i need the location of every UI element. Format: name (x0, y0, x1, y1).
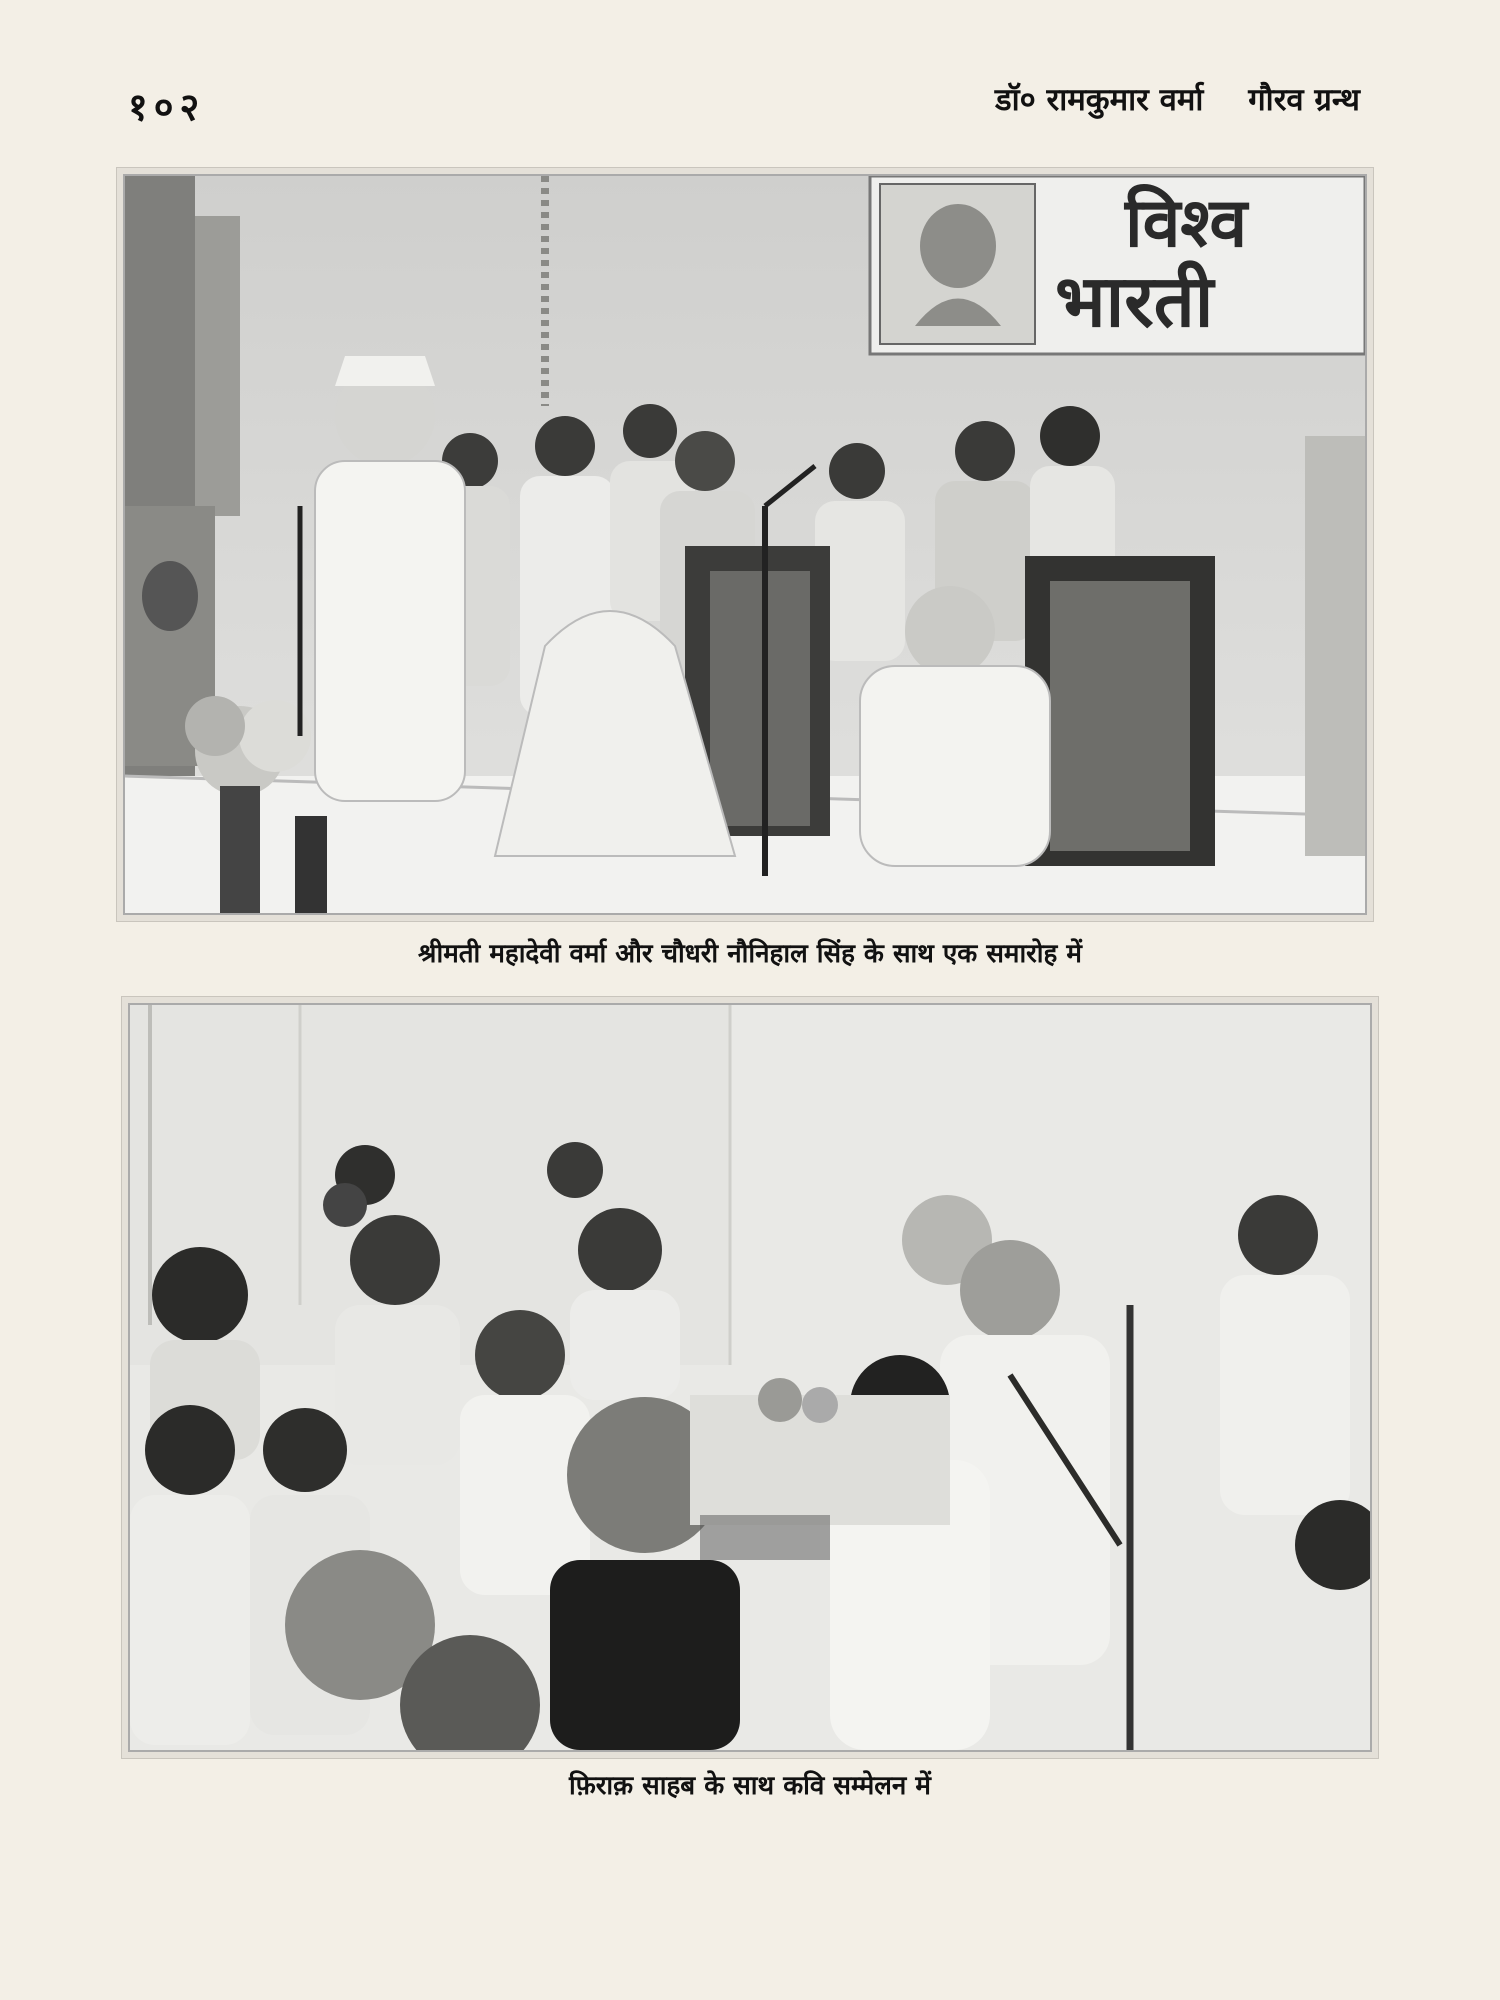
book-title: डॉ० रामकुमार वर्मा (995, 82, 1204, 118)
kavi-sammelan-photo-caption: फ़िराक़ साहब के साथ कवि सम्मेलन में (569, 1771, 931, 1801)
banner-text-line2: भारती (1055, 259, 1214, 343)
kavi-sammelan-photo (128, 1003, 1372, 1752)
book-subtitle: गौरव ग्रन्थ (1248, 82, 1360, 118)
page-number: १०२ (128, 85, 206, 129)
ceremony-photo (123, 174, 1367, 915)
ceremony-photo-caption: श्रीमती महादेवी वर्मा और चौधरी नौनिहाल सिंह के साथ एक समारोह में (418, 939, 1082, 969)
banner-text-line1: विश्व (1125, 184, 1248, 263)
ceremony-photo-image (125, 176, 1365, 913)
kavi-sammelan-photo-image (130, 1005, 1370, 1750)
running-header (995, 78, 1360, 120)
